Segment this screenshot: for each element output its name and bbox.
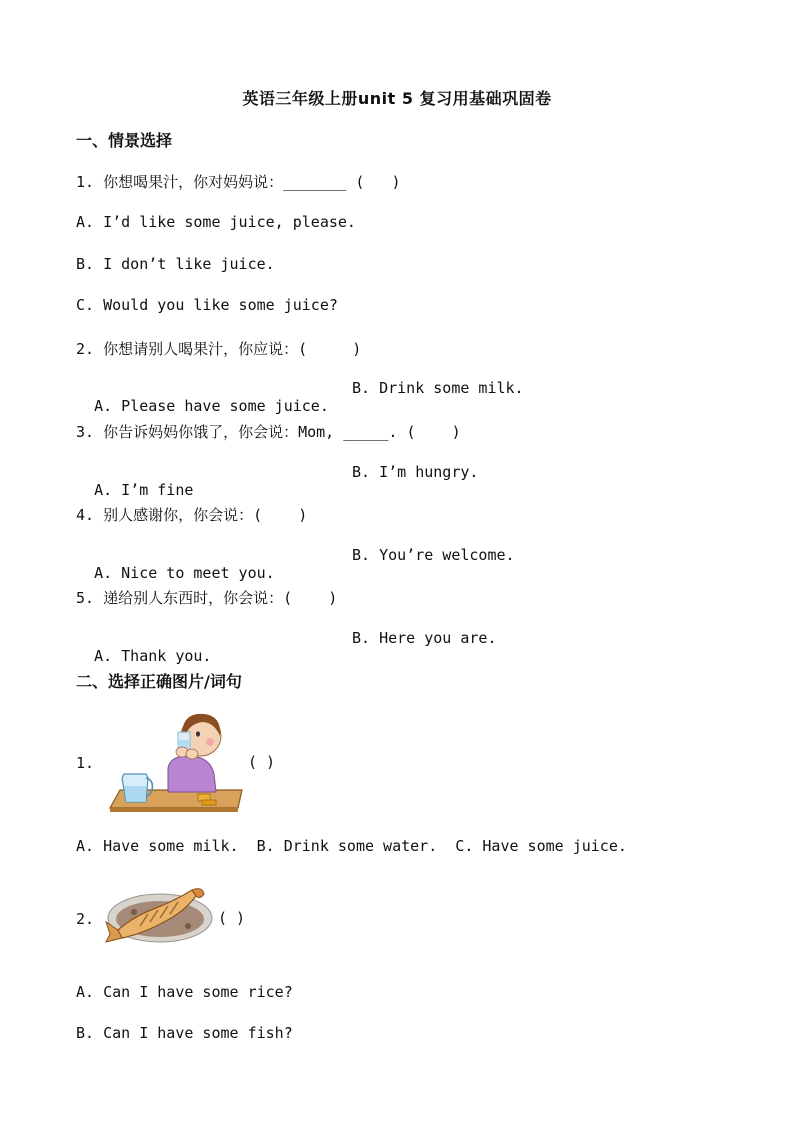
q5-stem: 5. 递给别人东西时，你会说：( ) (76, 589, 338, 607)
q1-option-b: B. I don’t like juice. (76, 255, 275, 273)
q2-option-a: A. Please have some juice. (94, 397, 329, 415)
s2-q2-option-a: A. Can I have some rice? (76, 983, 293, 1001)
page-title: 英语三年级上册unit 5 复习用基础巩固卷 (242, 89, 552, 108)
q1-option-c: C. Would you like some juice? (76, 296, 338, 314)
fried-fish-plate-illustration (104, 882, 214, 946)
q2-option-b: B. Drink some milk. (352, 379, 524, 397)
s2-q2-option-b: B. Can I have some fish? (76, 1024, 293, 1042)
q4-stem: 4. 别人感谢你，你会说：( ) (76, 506, 308, 524)
s2-q2-number: 2. (76, 910, 95, 928)
boy-drinking-water-illustration (106, 708, 246, 816)
q1-option-a: A. I’d like some juice, please. (76, 213, 356, 231)
q4-option-b: B. You’re welcome. (352, 546, 515, 564)
q5-option-a: A. Thank you. (94, 647, 212, 665)
q3-option-a: A. I’m fine (94, 481, 194, 499)
s2-q1-options: A. Have some milk. B. Drink some water. C. Have some juice. (76, 837, 627, 855)
s2-q1-answer-paren: ( ) (248, 753, 276, 771)
q1-stem: 1. 你想喝果汁，你对妈妈说：_______ ( ) (76, 173, 401, 191)
q4-option-a: A. Nice to meet you. (94, 564, 275, 582)
q2-stem: 2. 你想请别人喝果汁，你应说：( ) (76, 340, 362, 358)
q3-stem: 3. 你告诉妈妈你饿了，你会说：Mom, _____. ( ) (76, 423, 461, 441)
q3-option-b: B. I’m hungry. (352, 463, 479, 481)
section-1-heading: 一、情景选择 (76, 131, 173, 150)
section-2-heading: 二、选择正确图片/词句 (76, 672, 242, 691)
s2-q2-answer-paren: ( ) (218, 909, 246, 927)
q5-option-b: B. Here you are. (352, 629, 497, 647)
s2-q1-number: 1. (76, 754, 95, 772)
